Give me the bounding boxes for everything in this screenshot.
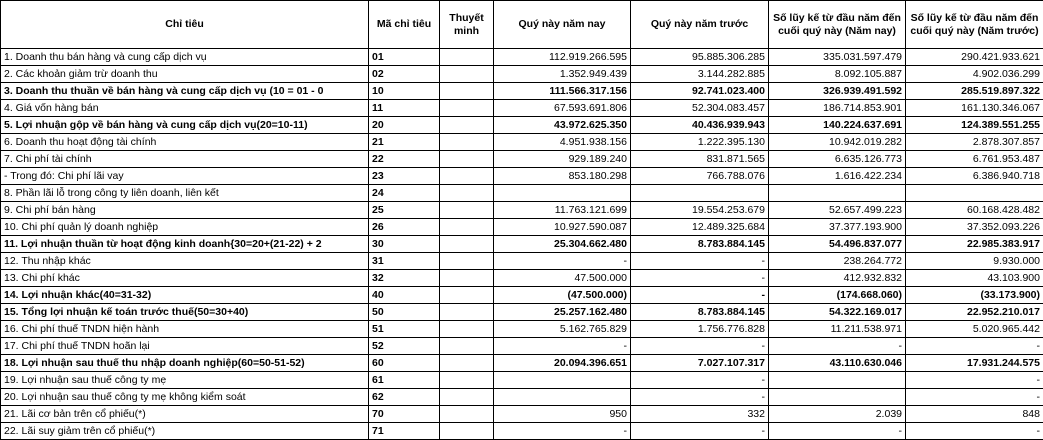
row-ytd-current: 238.264.772 (769, 253, 906, 270)
row-quarter-previous: 332 (631, 406, 769, 423)
row-ytd-previous: 124.389.551.255 (906, 117, 1043, 134)
table-row (1, 270, 1043, 287)
row-code: 30 (369, 236, 440, 253)
row-quarter-previous: 12.489.325.684 (631, 219, 769, 236)
table-row (1, 338, 1043, 355)
row-label: 14. Lợi nhuận khác(40=31-32) (1, 287, 369, 304)
row-ytd-previous: 5.020.965.442 (906, 321, 1043, 338)
row-quarter-current: 5.162.765.829 (494, 321, 631, 338)
row-ytd-previous: - (906, 389, 1043, 406)
row-ytd-previous: 290.421.933.621 (906, 49, 1043, 66)
row-ytd-previous: 6.386.940.718 (906, 168, 1043, 185)
header-quarter-current: Quý này năm nay (494, 1, 631, 49)
row-quarter-current: 43.972.625.350 (494, 117, 631, 134)
row-label: 2. Các khoản giảm trừ doanh thu (1, 66, 369, 83)
row-ytd-current: - (769, 423, 906, 440)
header-code: Mã chỉ tiêu (369, 1, 440, 49)
row-quarter-previous: - (631, 253, 769, 270)
row-ytd-current: 140.224.637.691 (769, 117, 906, 134)
row-label: 3. Doanh thu thuần về bán hàng và cung cấp dịch vụ (10 = 01 - 0 (1, 83, 369, 100)
row-ytd-previous (906, 185, 1043, 202)
row-ytd-current: 54.496.837.077 (769, 236, 906, 253)
row-ytd-previous: 60.168.428.482 (906, 202, 1043, 219)
row-code: 21 (369, 134, 440, 151)
row-note (440, 338, 494, 355)
row-quarter-previous: 92.741.023.400 (631, 83, 769, 100)
row-quarter-previous (631, 185, 769, 202)
row-note (440, 406, 494, 423)
row-label: 8. Phần lãi lỗ trong công ty liên doanh, liên kết (1, 185, 369, 202)
row-quarter-previous: 8.783.884.145 (631, 236, 769, 253)
row-note (440, 304, 494, 321)
row-note (440, 423, 494, 440)
row-note (440, 287, 494, 304)
table-row (1, 304, 1043, 321)
row-ytd-current (769, 372, 906, 389)
row-ytd-previous: 43.103.900 (906, 270, 1043, 287)
table-row (1, 423, 1043, 440)
row-note (440, 66, 494, 83)
row-label: 22. Lãi suy giảm trên cổ phiếu(*) (1, 423, 369, 440)
row-label: 1. Doanh thu bán hàng và cung cấp dịch vụ (1, 49, 369, 66)
table-row (1, 287, 1043, 304)
row-label: 10. Chi phí quản lý doanh nghiệp (1, 219, 369, 236)
row-quarter-current (494, 372, 631, 389)
row-ytd-current: 326.939.491.592 (769, 83, 906, 100)
row-ytd-current: 37.377.193.900 (769, 219, 906, 236)
row-label: 5. Lợi nhuận gộp về bán hàng và cung cấp dịch vụ(20=10-11) (1, 117, 369, 134)
row-quarter-current: 20.094.396.651 (494, 355, 631, 372)
table-row (1, 49, 1043, 66)
row-code: 22 (369, 151, 440, 168)
row-ytd-current: 412.932.832 (769, 270, 906, 287)
row-code: 25 (369, 202, 440, 219)
row-ytd-previous: 17.931.244.575 (906, 355, 1043, 372)
row-code: 26 (369, 219, 440, 236)
row-quarter-previous: 1.222.395.130 (631, 134, 769, 151)
row-label: 21. Lãi cơ bản trên cổ phiếu(*) (1, 406, 369, 423)
row-ytd-previous: 848 (906, 406, 1043, 423)
row-quarter-current: - (494, 253, 631, 270)
row-label: 9. Chi phí bán hàng (1, 202, 369, 219)
row-ytd-previous: - (906, 372, 1043, 389)
row-quarter-current: 950 (494, 406, 631, 423)
row-code: 20 (369, 117, 440, 134)
row-note (440, 236, 494, 253)
row-note (440, 134, 494, 151)
row-code: 51 (369, 321, 440, 338)
row-quarter-previous: 95.885.306.285 (631, 49, 769, 66)
row-code: 32 (369, 270, 440, 287)
row-quarter-current (494, 389, 631, 406)
row-code: 70 (369, 406, 440, 423)
row-ytd-previous: 161.130.346.067 (906, 100, 1043, 117)
row-label: 16. Chi phí thuế TNDN hiện hành (1, 321, 369, 338)
row-label: 7. Chi phí tài chính (1, 151, 369, 168)
row-code: 61 (369, 372, 440, 389)
row-note (440, 372, 494, 389)
row-quarter-previous: - (631, 423, 769, 440)
row-code: 62 (369, 389, 440, 406)
row-ytd-current (769, 185, 906, 202)
row-ytd-current: 11.211.538.971 (769, 321, 906, 338)
row-label: 17. Chi phí thuế TNDN hoãn lại (1, 338, 369, 355)
row-quarter-previous: 40.436.939.943 (631, 117, 769, 134)
row-code: 02 (369, 66, 440, 83)
row-ytd-current: 8.092.105.887 (769, 66, 906, 83)
row-quarter-previous: - (631, 287, 769, 304)
row-label: 15. Tổng lợi nhuận kế toán trước thuế(50=30+40) (1, 304, 369, 321)
table-row (1, 83, 1043, 100)
row-quarter-previous: 3.144.282.885 (631, 66, 769, 83)
row-quarter-previous: 766.788.076 (631, 168, 769, 185)
row-ytd-previous: 6.761.953.487 (906, 151, 1043, 168)
header-indicator: Chỉ tiêu (1, 1, 369, 49)
row-label: 20. Lợi nhuận sau thuế công ty mẹ không kiểm soát (1, 389, 369, 406)
row-label: 4. Giá vốn hàng bán (1, 100, 369, 117)
row-label: 13. Chi phí khác (1, 270, 369, 287)
table-row (1, 406, 1043, 423)
row-quarter-previous: - (631, 389, 769, 406)
row-label: 18. Lợi nhuận sau thuế thu nhập doanh nghiệp(60=50-51-52) (1, 355, 369, 372)
row-ytd-current: 186.714.853.901 (769, 100, 906, 117)
table-row (1, 168, 1043, 185)
row-quarter-current: 111.566.317.156 (494, 83, 631, 100)
row-quarter-current: - (494, 338, 631, 355)
row-note (440, 270, 494, 287)
row-note (440, 389, 494, 406)
row-ytd-current (769, 389, 906, 406)
row-note (440, 219, 494, 236)
row-code: 50 (369, 304, 440, 321)
row-quarter-previous: 1.756.776.828 (631, 321, 769, 338)
row-quarter-previous: 831.871.565 (631, 151, 769, 168)
row-code: 31 (369, 253, 440, 270)
row-note (440, 117, 494, 134)
row-ytd-previous: 37.352.093.226 (906, 219, 1043, 236)
row-ytd-current: 1.616.422.234 (769, 168, 906, 185)
row-note (440, 321, 494, 338)
row-quarter-current: 25.257.162.480 (494, 304, 631, 321)
row-note (440, 355, 494, 372)
table-row (1, 100, 1043, 117)
header-note: Thuyết minh (440, 1, 494, 49)
table-row (1, 151, 1043, 168)
row-ytd-previous: 4.902.036.299 (906, 66, 1043, 83)
row-quarter-current: - (494, 423, 631, 440)
row-label: 12. Thu nhập khác (1, 253, 369, 270)
row-ytd-current: 335.031.597.479 (769, 49, 906, 66)
table-row (1, 117, 1043, 134)
row-quarter-current: 853.180.298 (494, 168, 631, 185)
row-label: 19. Lợi nhuận sau thuế công ty mẹ (1, 372, 369, 389)
row-code: 11 (369, 100, 440, 117)
row-quarter-current: 25.304.662.480 (494, 236, 631, 253)
row-note (440, 100, 494, 117)
row-quarter-current: 1.352.949.439 (494, 66, 631, 83)
row-ytd-previous: 9.930.000 (906, 253, 1043, 270)
table-row (1, 236, 1043, 253)
row-note (440, 168, 494, 185)
row-code: 23 (369, 168, 440, 185)
row-quarter-current (494, 185, 631, 202)
table-row (1, 219, 1043, 236)
row-quarter-current: 929.189.240 (494, 151, 631, 168)
table-body (1, 49, 1043, 440)
row-quarter-current: 67.593.691.806 (494, 100, 631, 117)
row-ytd-current: 52.657.499.223 (769, 202, 906, 219)
row-ytd-previous: - (906, 338, 1043, 355)
row-ytd-previous: 2.878.307.857 (906, 134, 1043, 151)
row-quarter-current: 4.951.938.156 (494, 134, 631, 151)
header-row (1, 1, 1043, 49)
table-row (1, 134, 1043, 151)
table-row (1, 372, 1043, 389)
row-ytd-current: - (769, 338, 906, 355)
row-note (440, 185, 494, 202)
row-label: - Trong đó: Chi phí lãi vay (1, 168, 369, 185)
row-ytd-current: 54.322.169.017 (769, 304, 906, 321)
row-code: 52 (369, 338, 440, 355)
row-quarter-current: (47.500.000) (494, 287, 631, 304)
table-row (1, 355, 1043, 372)
row-ytd-previous: 22.985.383.917 (906, 236, 1043, 253)
row-ytd-previous: 22.952.210.017 (906, 304, 1043, 321)
row-quarter-previous: 8.783.884.145 (631, 304, 769, 321)
row-quarter-previous: 19.554.253.679 (631, 202, 769, 219)
row-label: 11. Lợi nhuận thuần từ hoạt động kinh doanh{30=20+(21-22) + 2 (1, 236, 369, 253)
row-note (440, 253, 494, 270)
row-quarter-previous: 7.027.107.317 (631, 355, 769, 372)
row-code: 24 (369, 185, 440, 202)
row-ytd-previous: 285.519.897.322 (906, 83, 1043, 100)
row-code: 40 (369, 287, 440, 304)
table-row (1, 389, 1043, 406)
table-row (1, 202, 1043, 219)
header-quarter-previous: Quý này năm trước (631, 1, 769, 49)
row-code: 60 (369, 355, 440, 372)
row-ytd-previous: (33.173.900) (906, 287, 1043, 304)
row-note (440, 202, 494, 219)
table-row (1, 253, 1043, 270)
row-code: 10 (369, 83, 440, 100)
row-ytd-previous: - (906, 423, 1043, 440)
row-quarter-current: 47.500.000 (494, 270, 631, 287)
row-code: 01 (369, 49, 440, 66)
row-quarter-current: 112.919.266.595 (494, 49, 631, 66)
row-label: 6. Doanh thu hoạt động tài chính (1, 134, 369, 151)
row-ytd-current: 2.039 (769, 406, 906, 423)
row-code: 71 (369, 423, 440, 440)
row-note (440, 49, 494, 66)
table-row (1, 66, 1043, 83)
row-ytd-current: 6.635.126.773 (769, 151, 906, 168)
row-quarter-previous: - (631, 338, 769, 355)
row-quarter-previous: 52.304.083.457 (631, 100, 769, 117)
row-quarter-current: 11.763.121.699 (494, 202, 631, 219)
row-quarter-previous: - (631, 270, 769, 287)
header-ytd-previous: Số lũy kế từ đầu năm đến cuối quý này (Năm trước) (906, 1, 1043, 49)
row-ytd-current: 10.942.019.282 (769, 134, 906, 151)
table-row (1, 321, 1043, 338)
table-row (1, 185, 1043, 202)
header-ytd-current: Số lũy kế từ đầu năm đến cuối quý này (Năm nay) (769, 1, 906, 49)
row-quarter-previous: - (631, 372, 769, 389)
row-note (440, 83, 494, 100)
row-quarter-current: 10.927.590.087 (494, 219, 631, 236)
row-note (440, 151, 494, 168)
row-ytd-current: (174.668.060) (769, 287, 906, 304)
row-ytd-current: 43.110.630.046 (769, 355, 906, 372)
